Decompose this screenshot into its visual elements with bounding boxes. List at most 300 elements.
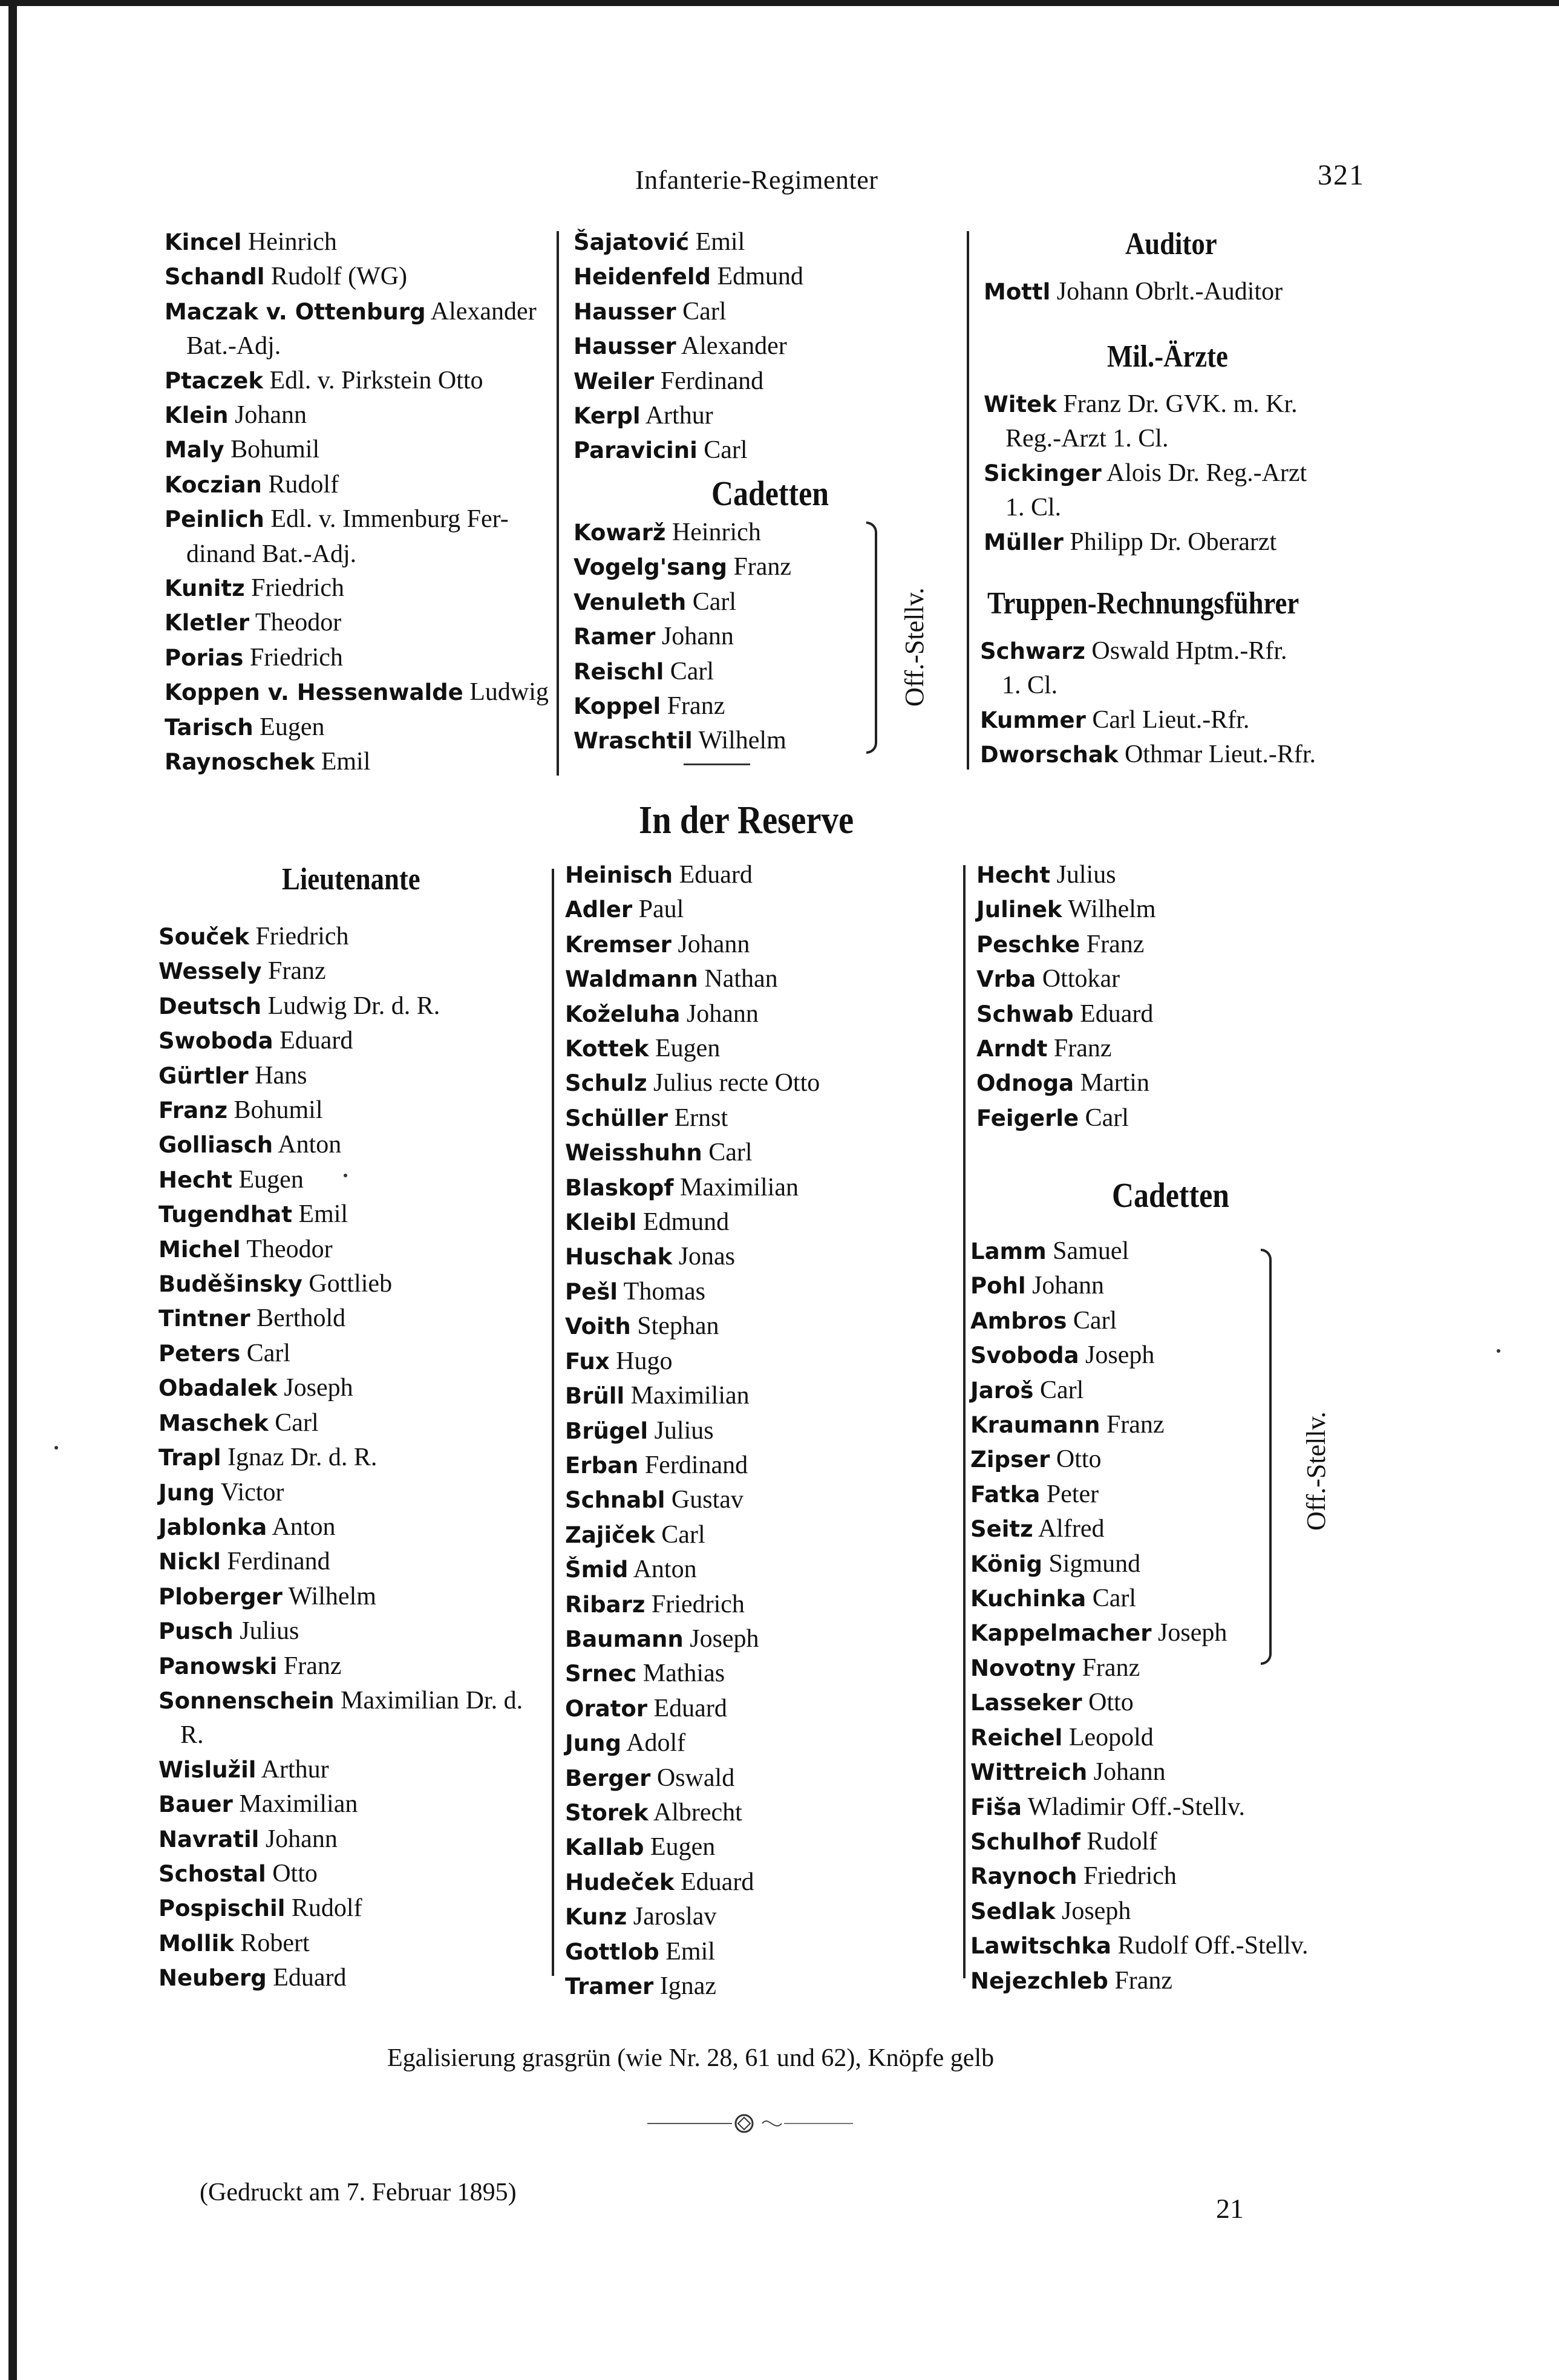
given-name-and-rank: Ottokar <box>1042 965 1120 993</box>
name-entry <box>159 1024 523 1058</box>
name-entry <box>565 1448 820 1483</box>
name-entry <box>565 962 820 996</box>
surname: Kletler <box>165 610 250 636</box>
name-entry <box>159 1128 523 1162</box>
surname: Fatka <box>970 1481 1041 1508</box>
name-entry <box>165 295 549 329</box>
given-name-and-rank: Oswald Hptm.-Rfr. <box>1091 637 1287 665</box>
given-name-and-rank: Julius <box>1056 861 1116 889</box>
given-name-and-rank: Ignaz <box>659 1972 717 2000</box>
given-name-and-rank: Joseph <box>284 1374 353 1402</box>
surname: Zipser <box>970 1447 1050 1473</box>
name-entry <box>976 1101 1156 1136</box>
name-entry <box>984 422 1307 456</box>
surname: Lawitschka <box>970 1933 1111 1960</box>
given-name-and-rank: Robert <box>240 1929 310 1957</box>
given-name-and-rank: Alexander <box>681 332 787 361</box>
surname: Ptaczek <box>165 367 263 394</box>
given-name-and-rank: Johann <box>1093 1758 1166 1787</box>
surname: Kallab <box>565 1834 644 1861</box>
surname: Buděšinsky <box>159 1271 302 1298</box>
cadets-heading-reserve: Cadetten <box>1112 1175 1229 1215</box>
given-name-and-rank: Bat.-Adj. <box>186 332 281 361</box>
given-name-and-rank: Hans <box>255 1061 307 1090</box>
given-name-and-rank: Carl <box>1085 1103 1129 1132</box>
surname: Heidenfeld <box>574 264 711 290</box>
surname: Jablonka <box>159 1514 267 1540</box>
surname: Franz <box>159 1097 227 1124</box>
officer-list-top-middle <box>574 225 803 468</box>
given-name-and-rank: Albrecht <box>653 1798 742 1826</box>
name-entry <box>565 892 820 927</box>
given-name-and-rank: Friedrich <box>249 643 343 672</box>
given-name-and-rank: Maximilian <box>630 1382 750 1410</box>
name-entry <box>565 1031 820 1066</box>
name-entry <box>970 1408 1308 1442</box>
surname: Hausser <box>574 298 676 325</box>
surname: Neuberg <box>159 1965 267 1992</box>
given-name-and-rank: Franz <box>1106 1411 1165 1439</box>
surname: Hecht <box>159 1166 233 1193</box>
name-entry <box>970 1825 1308 1859</box>
given-name-and-rank: Arthur <box>261 1755 329 1783</box>
given-name-and-rank: Carl <box>246 1339 291 1367</box>
surname: Paravicini <box>574 437 698 464</box>
name-entry <box>159 1857 523 1891</box>
given-name-and-rank: Eduard <box>273 1964 347 1992</box>
name-entry <box>159 1787 523 1822</box>
surname: Pospischil <box>159 1895 286 1922</box>
given-name-and-rank: Maximilian Dr. d. <box>341 1686 523 1715</box>
surname: Kraumann <box>970 1412 1100 1439</box>
given-name-and-rank: Thomas <box>623 1277 705 1306</box>
given-name-and-rank: Eduard <box>1080 999 1154 1028</box>
surname: Gottlob <box>565 1938 659 1965</box>
given-name-and-rank: Edmund <box>717 263 803 291</box>
given-name-and-rank: Leopold <box>1068 1723 1154 1751</box>
name-entry <box>159 954 523 989</box>
given-name-and-rank: Carl <box>704 436 748 465</box>
given-name-and-rank: Alois Dr. Reg.-Arzt <box>1106 459 1307 487</box>
name-entry <box>159 1753 523 1787</box>
name-entry <box>159 1440 523 1475</box>
name-entry <box>970 1304 1308 1338</box>
cadets-end-rule <box>684 763 750 765</box>
given-name-and-rank: Emil <box>321 748 371 776</box>
given-name-and-rank: Otto <box>272 1859 318 1888</box>
reserve-list-middle <box>565 858 820 2004</box>
surname: Schwarz <box>980 638 1085 664</box>
surname: Kincel <box>165 229 242 255</box>
given-name-and-rank: Johann <box>265 1825 338 1853</box>
surname: Reichel <box>970 1724 1063 1751</box>
name-entry <box>574 550 791 584</box>
given-name-and-rank: Franz <box>733 553 792 581</box>
given-name-and-rank: Heinrich <box>247 228 337 256</box>
name-entry <box>565 1344 820 1379</box>
name-entry <box>159 1580 523 1614</box>
surname: Waldmann <box>565 966 698 993</box>
name-entry <box>970 1373 1308 1408</box>
surname: Huschak <box>565 1244 673 1270</box>
given-name-and-rank: Johann <box>661 623 734 651</box>
given-name-and-rank: Carl Lieut.-Rfr. <box>1092 705 1250 734</box>
name-entry <box>984 525 1307 560</box>
surname: Kappelmacher <box>970 1620 1152 1647</box>
given-name-and-rank: Anton <box>272 1512 336 1541</box>
name-entry <box>565 1830 820 1865</box>
given-name-and-rank: Friedrich <box>651 1590 745 1618</box>
given-name-and-rank: 1. Cl. <box>1005 494 1062 522</box>
surname: Nickl <box>159 1549 221 1575</box>
surname: Schwab <box>976 1001 1074 1027</box>
surname: Deutsch <box>159 993 262 1019</box>
given-name-and-rank: Peter <box>1046 1480 1099 1508</box>
name-entry <box>574 295 803 329</box>
given-name-and-rank: R. <box>180 1721 204 1750</box>
surname: Trapl <box>159 1445 221 1471</box>
name-entry <box>984 275 1283 309</box>
given-name-and-rank: Rudolf (WG) <box>270 263 408 291</box>
name-entry <box>984 491 1307 525</box>
cadet-bracket-top <box>866 521 877 754</box>
name-entry <box>980 669 1316 702</box>
name-entry <box>165 606 549 640</box>
given-name-and-rank: Emil <box>665 1937 715 1966</box>
given-name-and-rank: dinand Bat.-Adj. <box>186 540 357 568</box>
given-name-and-rank: Ernst <box>674 1103 728 1132</box>
given-name-and-rank: Gustav <box>671 1486 744 1514</box>
page-number: 321 <box>1318 159 1365 191</box>
scan-edge-left <box>8 0 17 2380</box>
given-name-and-rank: Joseph <box>1061 1897 1131 1925</box>
surname: Erban <box>565 1452 639 1479</box>
printed-date: (Gedruckt am 7. Februar 1895) <box>200 2179 517 2206</box>
surname: Schulz <box>565 1070 647 1097</box>
egalisierung-note: Egalisierung grasgrün (wie Nr. 28, 61 und 62), Knöpfe gelb <box>387 2044 995 2072</box>
name-entry <box>165 329 549 363</box>
surname: Koppen v. Hessenwalde <box>165 679 463 706</box>
name-entry <box>159 1718 523 1752</box>
name-entry <box>970 1755 1308 1790</box>
name-entry <box>976 1031 1156 1066</box>
name-entry <box>970 1651 1308 1685</box>
given-name-and-rank: Theodor <box>246 1235 333 1263</box>
given-name-and-rank: Johann Obrlt.-Auditor <box>1056 278 1283 306</box>
surname: Ambros <box>970 1307 1067 1334</box>
name-entry <box>159 1232 523 1267</box>
surname: Ramer <box>574 624 656 650</box>
name-entry <box>565 1136 820 1170</box>
surname: Sedlak <box>970 1898 1056 1924</box>
given-name-and-rank: Carl <box>670 657 714 685</box>
name-entry <box>574 689 791 724</box>
given-name-and-rank: Carl <box>682 297 727 325</box>
name-entry <box>970 1721 1308 1755</box>
name-entry <box>165 745 549 779</box>
given-name-and-rank: Wladimir Off.-Stellv. <box>1027 1793 1245 1821</box>
name-entry <box>165 571 549 606</box>
given-name-and-rank: Victor <box>220 1478 284 1506</box>
given-name-and-rank: Emil <box>695 228 745 256</box>
given-name-and-rank: Johann <box>678 930 750 958</box>
aerzte-heading: Mil.-Ärzte <box>1107 339 1228 374</box>
given-name-and-rank: Gottlieb <box>309 1270 393 1298</box>
name-entry <box>159 1649 523 1684</box>
surname: Koczian <box>165 471 262 498</box>
surname: Orator <box>565 1695 648 1722</box>
surname: Raynoch <box>970 1863 1077 1890</box>
name-entry <box>574 329 803 364</box>
name-entry <box>565 1518 820 1552</box>
surname: Koželuha <box>565 1001 681 1027</box>
given-name-and-rank: Maximilian <box>239 1790 358 1819</box>
name-entry <box>159 1684 523 1718</box>
name-entry <box>970 1234 1308 1269</box>
given-name-and-rank: Ferdinand <box>644 1451 748 1479</box>
name-entry <box>574 585 791 620</box>
given-name-and-rank: Maximilian <box>680 1173 799 1201</box>
given-name-and-rank: Eduard <box>653 1694 727 1722</box>
surname: Dworschak <box>980 742 1119 768</box>
given-name-and-rank: Stephan <box>637 1312 719 1341</box>
given-name-and-rank: Rudolf <box>291 1894 362 1923</box>
name-entry <box>565 1275 820 1309</box>
lieutenants-heading: Lieutenante <box>282 862 420 897</box>
reserve-list-right <box>976 858 1156 1136</box>
truppen-list <box>980 634 1316 773</box>
surname: Müller <box>984 529 1064 555</box>
cadet-list-top <box>574 515 791 759</box>
surname: Brüll <box>565 1383 625 1410</box>
given-name-and-rank: Theodor <box>255 609 342 637</box>
given-name-and-rank: Paul <box>638 895 684 924</box>
name-entry <box>970 1616 1308 1650</box>
given-name-and-rank: Edl. v. Pirkstein Otto <box>269 366 483 394</box>
ornament-divider-icon <box>641 2110 859 2137</box>
given-name-and-rank: Friedrich <box>1083 1862 1177 1891</box>
name-entry <box>165 675 549 710</box>
surname: Maly <box>165 437 224 463</box>
surname: Wislužil <box>159 1756 257 1783</box>
name-entry <box>165 433 549 467</box>
surname: Vogelg'sang <box>574 554 727 581</box>
surname: Weisshuhn <box>565 1140 702 1166</box>
name-entry <box>970 1790 1308 1825</box>
name-entry <box>159 1059 523 1093</box>
surname: Tarisch <box>165 714 253 740</box>
cadet-bracket-reserve <box>1261 1249 1272 1665</box>
given-name-and-rank: Martin <box>1080 1069 1149 1097</box>
given-name-and-rank: Bohumil <box>234 1096 323 1125</box>
given-name-and-rank: Eduard <box>679 861 753 889</box>
surname: Hecht <box>976 862 1051 888</box>
given-name-and-rank: Eugen <box>260 713 325 741</box>
name-entry <box>565 1935 820 1969</box>
name-entry <box>159 1476 523 1510</box>
surname: Koppel <box>574 693 661 720</box>
surname: Pohl <box>970 1273 1026 1300</box>
column-rule <box>557 231 559 776</box>
given-name-and-rank: Joseph <box>1158 1619 1227 1647</box>
name-entry <box>565 858 820 892</box>
name-entry <box>159 1093 523 1128</box>
given-name-and-rank: Ludwig <box>469 678 549 707</box>
given-name-and-rank: Franz <box>1114 1966 1173 1995</box>
aerzte-list <box>984 387 1307 560</box>
given-name-and-rank: Johann <box>1032 1272 1105 1300</box>
surname: Witek <box>984 391 1057 417</box>
given-name-and-rank: Otto <box>1088 1689 1134 1717</box>
given-name-and-rank: Oswald <box>656 1764 735 1792</box>
name-entry <box>165 260 549 294</box>
name-entry <box>565 1171 820 1205</box>
name-entry <box>159 1371 523 1405</box>
name-entry <box>970 1269 1308 1303</box>
given-name-and-rank: Johann <box>686 999 759 1028</box>
given-name-and-rank: Eduard <box>279 1027 353 1055</box>
name-entry <box>159 1406 523 1440</box>
surname: Vrba <box>976 966 1036 993</box>
surname: Kuchinka <box>970 1586 1087 1612</box>
name-entry <box>165 364 549 398</box>
name-entry <box>159 1301 523 1336</box>
given-name-and-rank: Friedrich <box>251 574 345 603</box>
truppen-heading: Truppen-Rechnungsführer <box>987 586 1299 621</box>
surname: Porias <box>165 644 244 671</box>
name-entry <box>159 1891 523 1926</box>
surname: Nejezchleb <box>970 1967 1108 1994</box>
given-name-and-rank: Ludwig Dr. d. R. <box>267 992 440 1020</box>
surname: Srnec <box>565 1661 637 1687</box>
cadets-heading-top: Cadetten <box>711 474 829 513</box>
given-name-and-rank: Wilhelm <box>288 1582 376 1610</box>
name-entry <box>976 962 1156 996</box>
given-name-and-rank: Edmund <box>642 1208 730 1237</box>
given-name-and-rank: Joseph <box>690 1624 759 1653</box>
given-name-and-rank: Anton <box>633 1555 697 1584</box>
given-name-and-rank: Alexander <box>430 297 537 325</box>
surname: Blaskopf <box>565 1174 674 1201</box>
surname: Wraschtil <box>574 728 693 754</box>
surname: Mollik <box>159 1930 234 1957</box>
name-entry <box>565 1969 820 2004</box>
name-entry <box>565 1796 820 1830</box>
given-name-and-rank: Arthur <box>645 402 713 430</box>
name-entry <box>970 1859 1308 1894</box>
given-name-and-rank: Johann <box>234 401 307 430</box>
surname: Pusch <box>159 1618 234 1645</box>
given-name-and-rank: Franz <box>1086 930 1145 958</box>
surname: Lasseker <box>970 1690 1082 1716</box>
given-name-and-rank: Carl <box>692 587 737 616</box>
surname: Brügel <box>565 1417 649 1444</box>
given-name-and-rank: Otto <box>1056 1445 1102 1474</box>
given-name-and-rank: Berthold <box>257 1304 346 1333</box>
surname: Voith <box>565 1313 631 1340</box>
name-entry <box>565 1066 820 1100</box>
surname: Adler <box>565 897 633 923</box>
name-entry <box>980 737 1316 772</box>
reserve-heading: In der Reserve <box>639 798 854 842</box>
name-entry <box>970 1685 1308 1720</box>
given-name-and-rank: Sigmund <box>1048 1549 1141 1578</box>
given-name-and-rank: Jaroslav <box>633 1903 717 1931</box>
name-entry <box>565 1761 820 1796</box>
surname: Fiša <box>970 1794 1022 1820</box>
given-name-and-rank: Samuel <box>1053 1237 1129 1265</box>
name-entry <box>165 398 549 433</box>
given-name-and-rank: Franz <box>1082 1653 1140 1682</box>
surname: Tugendhat <box>159 1201 292 1228</box>
name-entry <box>165 468 549 502</box>
given-name-and-rank: Bohumil <box>230 436 320 464</box>
name-entry <box>574 655 791 689</box>
surname: Novotny <box>970 1655 1076 1681</box>
surname: Julinek <box>976 897 1062 923</box>
surname: Sonnenschein <box>159 1687 335 1714</box>
name-entry <box>159 1822 523 1857</box>
surname: Peters <box>159 1340 241 1367</box>
surname: Kowarž <box>574 520 666 546</box>
name-entry <box>565 1900 820 1934</box>
name-entry <box>565 1101 820 1136</box>
surname: Reischl <box>574 658 664 685</box>
name-entry <box>976 997 1156 1031</box>
name-entry <box>165 710 549 745</box>
surname: Šmid <box>565 1557 629 1583</box>
surname: Ribarz <box>565 1591 645 1618</box>
surname: Golliasch <box>159 1132 273 1159</box>
scan-edge-top <box>0 0 1559 6</box>
given-name-and-rank: Wilhelm <box>1068 895 1156 924</box>
given-name-and-rank: Franz Dr. GVK. m. Kr. <box>1063 390 1298 418</box>
name-entry <box>970 1442 1308 1477</box>
name-entry <box>565 1622 820 1656</box>
officer-list-top-left <box>165 225 549 780</box>
given-name-and-rank: Philipp Dr. Oberarzt <box>1070 528 1277 556</box>
name-entry <box>165 225 549 260</box>
surname: Heinisch <box>565 862 673 888</box>
name-entry <box>159 1267 523 1301</box>
given-name-and-rank: Eugen <box>238 1165 304 1194</box>
name-entry <box>970 1894 1308 1929</box>
surname: Panowski <box>159 1653 278 1679</box>
given-name-and-rank: Adolf <box>626 1729 686 1757</box>
given-name-and-rank: Alfred <box>1038 1515 1105 1543</box>
surname: Šajatović <box>574 229 690 255</box>
given-name-and-rank: Franz <box>283 1652 342 1680</box>
name-entry <box>976 892 1156 927</box>
surname: Schnabl <box>565 1487 665 1514</box>
off-stellv-label-top: Off.-Stellv. <box>900 587 929 707</box>
given-name-and-rank: Heinrich <box>672 518 761 546</box>
given-name-and-rank: Eugen <box>650 1833 716 1862</box>
surname: Jung <box>159 1479 215 1506</box>
surname: Arndt <box>976 1036 1048 1062</box>
given-name-and-rank: Julius <box>240 1617 299 1646</box>
off-stellv-label-reserve: Off.-Stellv. <box>1301 1411 1331 1531</box>
given-name-and-rank: Wilhelm <box>698 727 786 755</box>
name-entry <box>165 641 549 675</box>
surname: Klein <box>165 402 229 429</box>
surname: Tramer <box>565 1973 654 1999</box>
name-entry <box>984 456 1307 491</box>
surname: Schostal <box>159 1860 266 1887</box>
surname: Ploberger <box>159 1583 283 1610</box>
given-name-and-rank: Julius <box>654 1416 714 1445</box>
given-name-and-rank: Carl <box>1039 1376 1084 1404</box>
